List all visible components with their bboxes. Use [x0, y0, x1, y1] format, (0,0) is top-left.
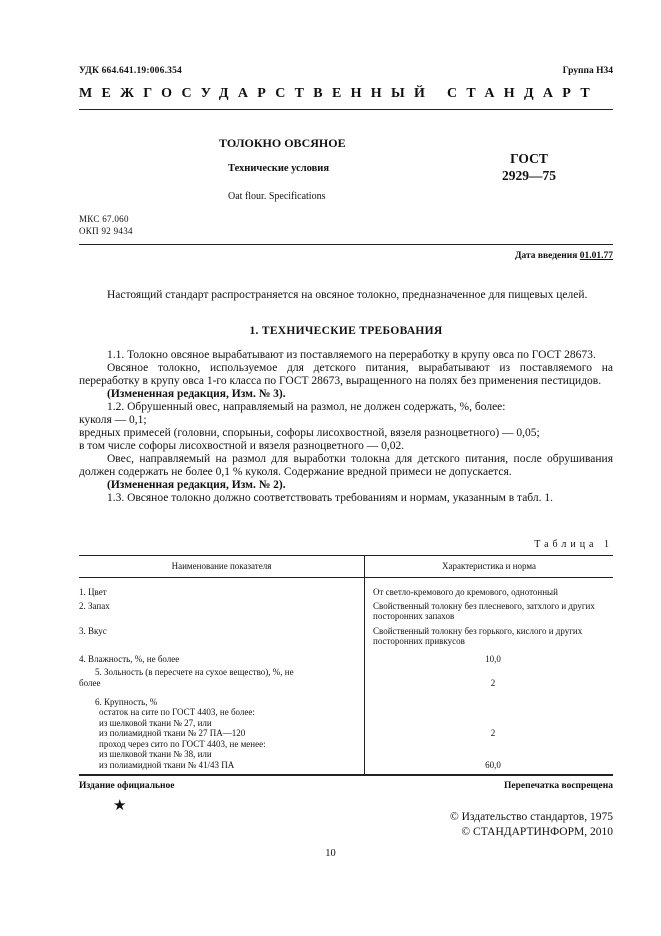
table-header-row — [79, 556, 613, 578]
mks-code: МКС 67.060 — [79, 214, 129, 224]
para-1-3: 1.3. Овсяное толокно должно соответствовать требованиям и нормам, указанным в табл. 1. — [107, 492, 553, 504]
para-1-2: 1.2. Обрушенный овес, направляемый на размол, не должен содержать, %, более: — [107, 401, 506, 413]
standard-type-heading: МЕЖГОСУДАРСТВЕННЫЙ СТАНДАРТ — [79, 86, 599, 101]
page-number: 10 — [325, 848, 336, 859]
copyright-2010: © СТАНДАРТИНФОРМ, 2010 — [461, 826, 613, 838]
para-1-1-b: Овсяное толокно, используемое для детского питания, вырабатывают из поставляемого на переработку в крупу овса 1-го класса по ГОСТ 28673, выращенного на полях без применения пестицидов. — [79, 362, 613, 387]
table-row: 6. Крупность, % остаток на сите по ГОСТ 4403, не более: из шелковой ткани № 27, или из полиамидной ткани № 27 ПА—120 проход через сито по ГОСТ 4403, не менее: из шелковой ткани № 38, или из полиамидной ткани № 41/43 ПА 2 60,0 — [79, 689, 613, 775]
table-row: 1. Цвет От светло-кремового до кремового, однотонный — [79, 578, 613, 598]
para-1-2-c: в том числе софоры лисохвостной и вязеля разноцветного — 0,02. — [79, 440, 405, 452]
date-label: Дата введения — [514, 251, 578, 261]
column-header: Характеристика и норма — [365, 556, 614, 578]
header-rule — [79, 109, 613, 110]
introduction-date — [515, 251, 613, 261]
section-body — [79, 349, 613, 505]
footer-rule — [79, 775, 613, 776]
table-row: 2. Запах Свойственный толокну без плесневого, затхлого и других посторонних запахов — [79, 598, 613, 622]
requirements-table — [79, 555, 613, 775]
copyright-1975: © Издательство стандартов, 1975 — [449, 811, 613, 823]
para-1-2-b: вредных примесей (головни, спорыньи, софоры лисохвостной, вязеля разноцветного) — 0,05; — [79, 427, 540, 439]
table-caption: Таблица 1 — [534, 539, 613, 550]
change-note-3: (Измененная редакция, Изм. № 3). — [107, 388, 286, 400]
reprint-notice: Перепечатка воспрещена — [503, 781, 613, 791]
table-row: 4. Влажность, %, не более 10,0 — [79, 647, 613, 665]
document-title: ТОЛОКНО ОВСЯНОЕ — [219, 136, 346, 150]
okp-code: ОКП 92 9434 — [79, 226, 133, 236]
change-note-2: (Измененная редакция, Изм. № 2). — [107, 479, 286, 491]
group-code: Группа Н34 — [562, 66, 613, 76]
column-header: Наименование показателя — [79, 556, 365, 578]
intro-paragraph: Настоящий стандарт распространяется на овсяное толокно, предназначенное для пищевых целей. — [107, 289, 588, 301]
gost-block — [489, 150, 569, 184]
udk-code: УДК 664.641.19:006.354 — [79, 66, 182, 76]
table-row: 3. Вкус Свойственный толокну без горького, кислого и других посторонних привкусов — [79, 622, 613, 647]
title-rule — [79, 244, 613, 245]
section-heading: 1. ТЕХНИЧЕСКИЕ ТРЕБОВАНИЯ — [249, 325, 443, 337]
para-1-1: 1.1. Толокно овсяное вырабатывают из поставляемого на переработку в крупу овса по ГОСТ 28673. — [107, 349, 596, 361]
para-1-2-d: Овес, направляемый на размол для выработки толокна для детского питания, после обрушивания должен содержать не более 0,1 % куколя. Содержание вредной примеси не допускается. — [79, 453, 613, 478]
official-edition: Издание официальное — [79, 781, 175, 791]
english-title: Oat flour. Specifications — [228, 191, 326, 202]
gost-label: ГОСТ — [510, 151, 548, 166]
star-icon: ★ — [113, 798, 127, 814]
date-value: 01.01.77 — [579, 251, 613, 261]
gost-number: 2929—75 — [502, 168, 556, 183]
para-1-2-a: куколя — 0,1; — [79, 414, 147, 426]
classification-codes — [79, 213, 133, 237]
table-row: 5. Зольность (в пересчете на сухое вещество), %, не более 2 — [79, 664, 613, 689]
document-subtitle: Технические условия — [228, 163, 330, 174]
